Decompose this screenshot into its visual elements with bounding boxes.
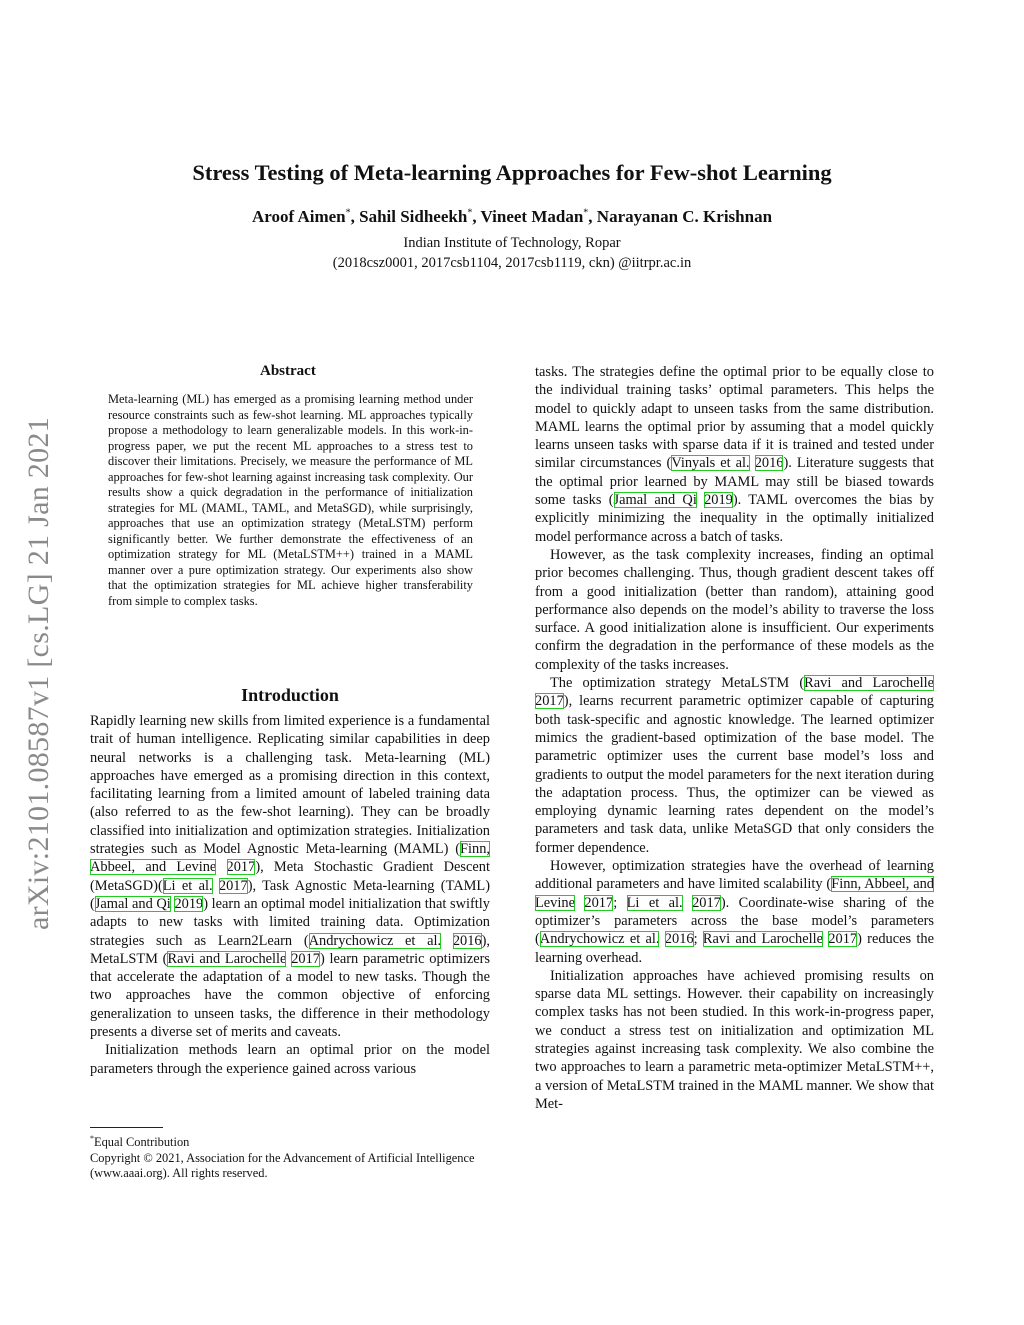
citation-link[interactable]: Ravi and Larochelle (804, 675, 934, 692)
body-text: ). TAML overcomes the bias by explicitly minimizing the inequality in the optimally initialized model performance across a batch of tasks. (535, 492, 934, 545)
body-text: Initialization approaches have achieved promising results on sparse data ML settings. However. their capability on increasingly complex tasks has not been studied. In this work-in-progress paper, we conduct a stress test on initialization and optimization ML strategies against increasing task complexity. We also combine the two approaches to learn a parametric meta-optimizer MetaLSTM++, a version of MetaLSTM trained in the MAML manner. We show that Met- (535, 967, 934, 1112)
body-paragraph (535, 546, 934, 674)
body-paragraph (90, 712, 490, 1041)
citation-link[interactable]: 2016 (754, 455, 784, 472)
body-paragraph (535, 674, 934, 857)
body-paragraph (535, 857, 934, 967)
body-text: ; (613, 894, 627, 911)
left-column-body (90, 712, 490, 1078)
author-name: Sahil Sidheekh (359, 207, 468, 226)
citation-link[interactable]: 2017 (692, 894, 721, 911)
equal-contribution-note (90, 1131, 490, 1151)
citation-link[interactable]: 2017 (291, 950, 320, 967)
body-text (216, 859, 226, 875)
body-text (575, 895, 584, 911)
citation-link[interactable]: Finn, Abbeel, and Levine (535, 876, 934, 911)
abstract-heading: Abstract (260, 363, 316, 379)
right-column-body (535, 363, 934, 1113)
citation-link[interactable]: 2016 (452, 932, 482, 949)
body-paragraph (90, 1041, 490, 1078)
body-text: ) learn parametric optimizers that accelerate the adaptation of a model to new tasks. Though the two approaches have the common objective of enforcing generalization to unseen tasks, the difference in their methodology presents a diverse set of merits and caveats. (90, 950, 490, 1041)
body-text (441, 933, 453, 949)
body-text (213, 878, 219, 894)
citation-link[interactable]: 2017 (828, 931, 858, 948)
footnote-rule (90, 1127, 163, 1128)
affiliation: Indian Institute of Technology, Ropar (403, 235, 621, 251)
citation-link[interactable]: Li et al. (626, 894, 683, 911)
footnote (90, 1131, 490, 1182)
body-text: ) learn an optimal model initialization that swiftly adapts to new tasks with limited training data. Optimization strategies such as Learn2Learn ( (90, 895, 490, 949)
footnote-mark: * (90, 1134, 94, 1143)
citation-link[interactable]: Finn, Abbeel, and Levine (90, 841, 490, 876)
author-name: Narayanan C. Krishnan (596, 207, 773, 226)
body-text: ). Literature suggests that the optimal prior learned by MAML may still be biased towards some tasks ( (535, 455, 935, 509)
body-text (697, 492, 704, 508)
citation-link[interactable]: Jamal and Qi (94, 895, 171, 912)
body-text (750, 455, 755, 471)
author-emails: (2018csz0001, 2017csb1104, 2017csb1119, ckn) @iitrpr.ac.in (332, 255, 692, 271)
copyright-notice: Copyright © 2021, Association for the Advancement of Artificial Intelligence (www.aaai.org). All rights reserved. (90, 1150, 475, 1181)
arxiv-identifier: arXiv:2101.08587v1 [cs.LG] 21 Jan 2021 (22, 417, 55, 930)
equal-contribution-mark: * (583, 207, 589, 219)
equal-contribution-mark: * (345, 207, 351, 219)
citation-link[interactable]: 2019 (174, 895, 204, 912)
citation-link[interactable]: Andrychowicz et al. (539, 931, 660, 948)
body-text: ) reduces the learning overhead. (535, 931, 935, 966)
citation-link[interactable]: Ravi and Larochelle (167, 950, 287, 967)
paper-title: Stress Testing of Meta-learning Approaches for Few-shot Learning (192, 160, 832, 185)
abstract-text: Meta-learning (ML) has emerged as a promising learning method under resource constraints such as few-shot learning. ML approaches typically propose a methodology to learn generalizable models. In this work-in-progress paper, we put the recent ML approaches to a stress test to discover their limitations. Precisely, we measure the performance of ML approaches for few-shot learning against increasing task complexity. Our results show a quick degradation in the performance of initialization strategies for ML (MAML, TAML, and MetaSGD), while surprisingly, approaches that use an optimization strategy (MetaLSTM) perform significantly better. We further demonstrate the effectiveness of an optimization strategy for ML (MetaLSTM++) trained in a MAML manner over a pure optimization strategy. Our experiments also show that the optimization strategies for ML achieve higher transferability from simple to complex tasks. (108, 392, 473, 608)
body-text: ), learns recurrent parametric optimizer capable of capturing both task-specific and agnostic knowledge. The learned optimizer mimics the gradient-based optimization of the base model. The parametric optimizer uses the current base model’s loss and gradients to output the model parameters for the next iteration during the adaptation process. Thus, the optimizer can be viewed as employing dynamic learning rates dependent on the model’s parameters and task data, unlike MetaSGD that only considers the former dependence. (535, 693, 934, 856)
body-text: ), Task Agnostic Meta-learning (TAML) ( (90, 877, 490, 912)
body-text: tasks. The strategies define the optimal prior to be equally close to the individual training tasks’ optimal parameters. This helps the model to quickly adapt to unseen tasks from the same distribution. MAML learns the optimal prior by assuming that a model quickly learns unseen tasks with sparse data if it is trained and tested under similar circumstances ( (535, 364, 934, 472)
citation-link[interactable]: 2019 (704, 492, 733, 509)
introduction-heading: Introduction (241, 685, 339, 705)
body-text: However, as the task complexity increases, finding an optimal prior becomes challenging. Thus, though gradient descent takes off from a good initialization (better than random), attaining good performance also depends on the model’s ability to traverse the loss surface. A good initialization alone is insufficient. Our experiments confirm the degradation in the performance of these models as the complexity of the tasks increases. (535, 546, 934, 673)
body-text: Initialization methods learn an optimal prior on the model parameters through the experience gained across various (90, 1042, 490, 1077)
citation-link[interactable]: 2017 (535, 693, 564, 710)
body-text: ; (693, 931, 703, 948)
citation-link[interactable]: Li et al. (162, 877, 213, 894)
author-name: Vineet Madan (480, 207, 584, 226)
equal-contribution-mark: * (467, 207, 473, 219)
author-separator: , (350, 207, 360, 226)
citation-link[interactable]: 2017 (218, 877, 248, 894)
citation-link[interactable]: 2016 (664, 931, 694, 948)
citation-link[interactable]: Andrychowicz et al. (308, 932, 442, 949)
body-paragraph (535, 363, 934, 546)
body-text: ). Coordinate-wise sharing of the optimizer’s parameters across the base model’s parameters ( (535, 894, 934, 948)
author-name: Aroof Aimen (251, 207, 346, 226)
body-text: However, optimization strategies have the overhead of learning additional parameters and have limited scalability ( (535, 858, 934, 893)
author-separator: , (472, 207, 481, 226)
citation-link[interactable]: Jamal and Qi (613, 492, 697, 509)
body-text: ), MetaLSTM ( (90, 932, 490, 967)
author-list (0, 207, 1024, 227)
body-text: The optimization strategy MetaLSTM ( (550, 675, 805, 692)
citation-link[interactable]: Ravi and Larochelle (702, 931, 823, 948)
citation-link[interactable]: 2017 (584, 894, 614, 911)
body-text: ), Meta Stochastic Gradient Descent (MetaSGD)( (90, 859, 490, 894)
body-text (659, 931, 664, 947)
footnote-text: Equal Contribution (94, 1135, 190, 1150)
citation-link[interactable]: Vinyals et al. (671, 455, 750, 472)
body-text (683, 895, 692, 911)
body-paragraph (535, 967, 934, 1113)
citation-link[interactable]: 2017 (226, 859, 256, 876)
body-text: Rapidly learning new skills from limited experience is a fundamental trait of human intelligence. Replicating similar capabilities in deep neural networks is a challenging task. Meta-learning (ML) approaches have emerged as a promising direction in this context, facilitating learning from a limited amount of labeled training data (also referred to as the few-shot learning). They can be broadly classified into initialization and optimization strategies. Initialization strategies such as Model Agnostic Meta-learning (MAML) ( (90, 713, 490, 858)
author-separator: , (588, 207, 597, 226)
